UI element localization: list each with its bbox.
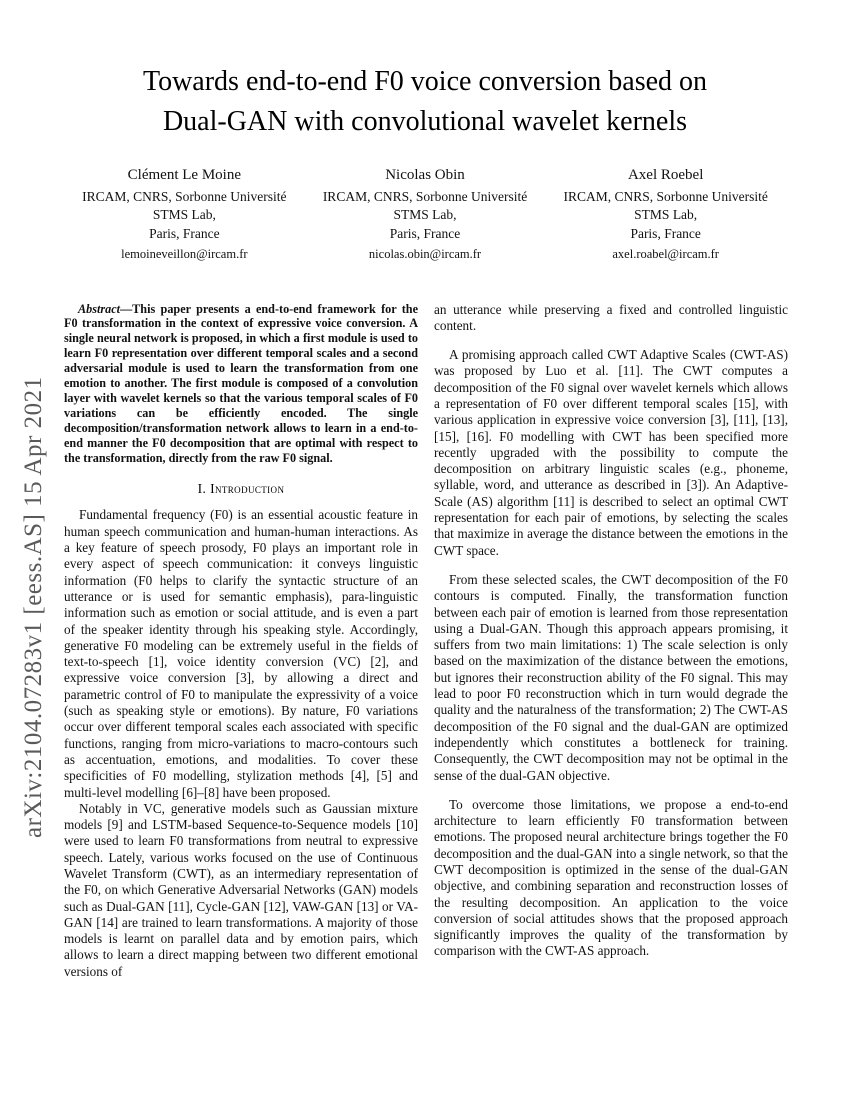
title-block [0,0,850,264]
author-name: Clément Le Moine [127,167,241,183]
paragraph-intro-1: Fundamental frequency (F0) is an essential acoustic feature in human speech communication and human-human interactions. As a key feature of speech prosody, F0 plays an important role in every aspect of speech communication: it conveys linguistic information (F0 helps to clarify the syntactic structure of an utterance or is used for semantic emphasis), para-linguistic information such as emotion or social attitude, and is even a part of the speaker identity through his speaking style. Accordingly, generative F0 modeling can be extremely useful in the fields of text-to-speech [1], voice identity conversion (VC) [2], and expressive voice conversion [3], by allowing a direct and parametric control of F0 to manipulate the expressivity of a voice (such as speaking style or emotions). By nature, F0 variations occur over different temporal scales each associated with specific functions, ranging from micro-variations to macro-contours such as accentuation, emotions, and modalities. To cover these specificities of F0 modelling, stylization methods [4], [5] and multi-level modelling [6]–[8] have been proposed. [64,507,418,800]
paragraph-intro-2-continued: an utterance while preserving a fixed and controlled linguistic content. [434,301,788,333]
author-block-3 [545,166,786,264]
author-lab: STMS Lab, [393,207,457,222]
paragraph-cwt-as: A promising approach called CWT Adaptive Scales (CWT-AS) was proposed by Luo et al. [11]. The CWT computes a decomposition of the F0 signal over wavelet kernels which allows a representation of F0 over different temporal scales [15], with various application in expressive voice conversion [3], [11], [13], [15], [16]. F0 modelling with CWT has been specified more recently upgraded with the possibility to compute the decomposition on arbitrary linguistic scales (e.g., phoneme, syllable, word, and utterance as described in [3]). An Adaptive-Scale (AS) algorithm [11] is described to select an optimal CWT representation for each pair of emotions, by selecting the scales that maximize in average the distance between the emotions in the CWT space. [434,347,788,558]
author-email: axel.roabel@ircam.fr [612,247,719,261]
paragraph-proposal: To overcome those limitations, we propose a end-to-end architecture to learn efficiently F0 transformation between emotions. The proposed neural architecture brings together the F0 decomposition and the dual-GAN into a single network, so that the CWT decomposition is optimized in the sense of the dual-GAN objective, and combining separation and reconstruction losses of the resulting decomposition. An application to the voice conversion of social attitudes shows that the proposed approach significantly improves the quality of the transformation by comparison with the CWT-AS approach. [434,796,788,959]
author-city: Paris, France [389,225,461,241]
author-email: lemoineveillon@ircam.fr [121,247,248,261]
abstract-label: Abstract [78,301,120,316]
left-column [64,302,418,981]
author-city: Paris, France [149,225,220,241]
author-row [0,142,850,264]
author-affiliation: IRCAM, CNRS, Sorbonne Université [82,188,287,204]
author-block-1 [64,166,305,264]
section-heading-introduction: I. Introduction [197,481,285,497]
author-lab: STMS Lab, [152,207,216,222]
paper-title [0,62,850,142]
paper-body [0,302,850,981]
author-city: Paris, France [630,225,701,241]
paper-title-line1: Towards end-to-end F0 voice conversion based on [142,66,708,97]
paper-title-line2: Dual-GAN with convolutional wavelet kernels [162,106,688,137]
right-column [434,302,788,981]
abstract-text: —This paper presents a end-to-end framework for the F0 transformation in the context of expressive voice conversion. A single neural network is proposed, in which a first module is used to learn F0 representation over different temporal scales and a second adversarial module is used to learn the transformation from one emotion to another. The first module is composed of a convolution layer with wavelet kernels so that the various temporal scales of F0 variations can be efficiently encoded. The single decomposition/transformation network allows to learn in a end-to-end manner the F0 decomposition that are optimal with respect to the transformation, directly from the raw F0 signal. [64,301,418,465]
author-block-2 [305,166,546,264]
author-affiliation: IRCAM, CNRS, Sorbonne Université [563,188,768,204]
author-affiliation: IRCAM, CNRS, Sorbonne Université [322,188,528,204]
arxiv-watermark: arXiv:2104.07283v1 [eess.AS] 15 Apr 2021 [20,376,47,838]
paragraph-intro-2: Notably in VC, generative models such as Gaussian mixture models [9] and LSTM-based Sequence-to-Sequence models [10] were used to learn F0 transformations from neutral to expressive speech. Lately, various works focused on the use of Continuous Wavelet Transform (CWT), as an intermediary representation of the F0, on which Generative Adversarial Networks (GAN) models such as Dual-GAN [11], Cycle-GAN [12], VAW-GAN [13] or VA-GAN [14] are trained to learn transformations. A majority of those models is learnt on parallel data and by emotion pairs, which allows to learn a direct mapping between two different emotional versions of [64,800,418,979]
author-name: Axel Roebel [627,167,704,183]
author-email: nicolas.obin@ircam.fr [368,247,482,261]
author-lab: STMS Lab, [634,207,698,222]
author-name: Nicolas Obin [385,167,465,183]
paragraph-limitations: From these selected scales, the CWT decomposition of the F0 contours is computed. Finally, the transformation function between each pair of emotion is learned from those representation using a Dual-GAN. Though this approach appears promising, it suffers from two main limitations: 1) The scale selection is only based on the maximization of the distance between the emotions, but ignores their reconstruction ability of the F0 signal. This may lead to poor F0 reconstruction which in turn would degrade the quality and the naturalness of the transformation; 2) The CWT-AS decomposition of the F0 signal and the dual-GAN are optimized independently which constitutes a bottleneck for training. Consequently, the CWT decomposition may not be optimal in the sense of the dual-GAN objective. [434,571,788,783]
abstract [64,302,418,466]
